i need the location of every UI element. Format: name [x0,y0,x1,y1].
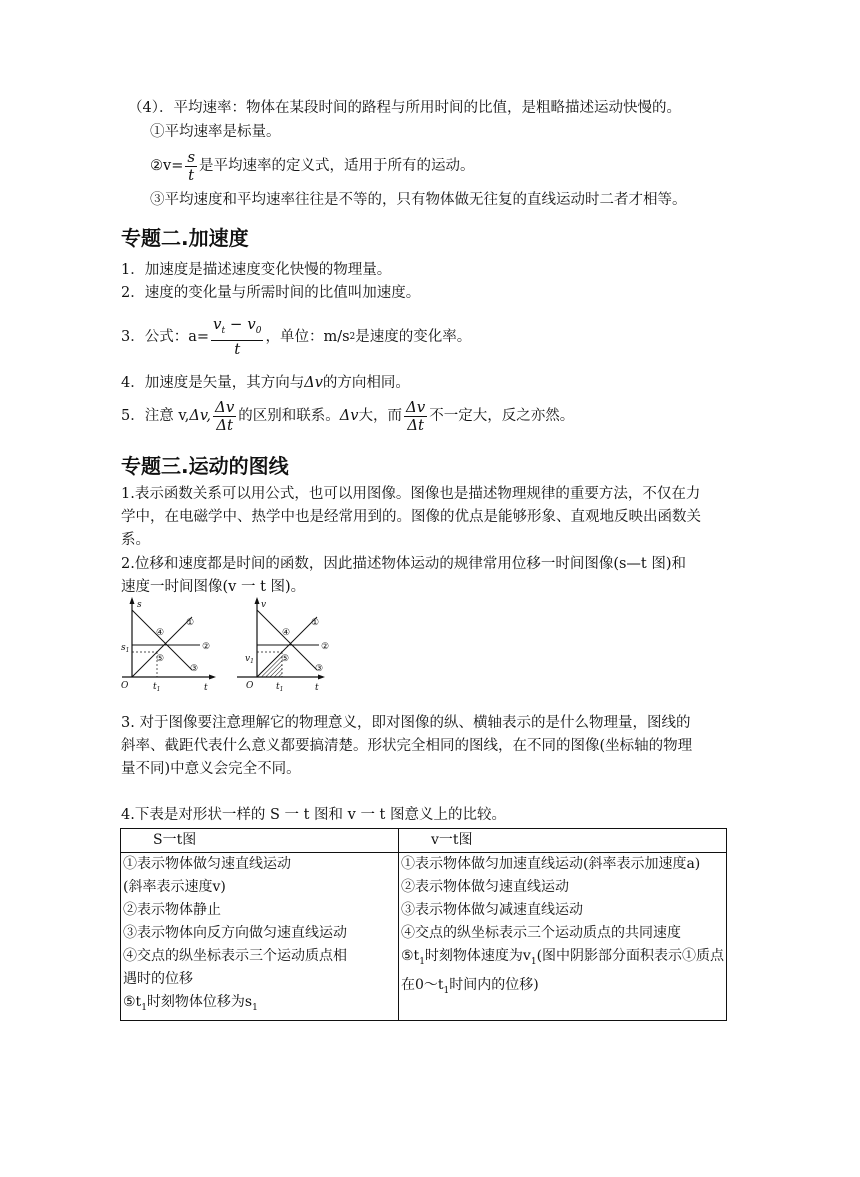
acc-formula-prefix: 3．公式：a= [121,329,210,345]
vt-cell [399,853,727,1021]
s-t-graph [121,597,216,693]
vt-item: ④交点的纵坐标表示三个运动质点的共同速度 [401,925,681,941]
v-axis-label: v [261,600,267,610]
intersection-marker: ④ [156,628,165,638]
table-header-row [121,829,727,853]
v1-label: $v_1$ [245,654,254,665]
fraction-denominator: t [188,165,195,184]
v0-symbol: − v [225,315,256,333]
t1-label: $t_1$ [276,682,284,693]
st-item: (斜率表示速度v) [123,879,226,895]
acc-fraction [211,316,263,358]
vt-item: ②表示物体做匀速直线运动 [401,879,569,895]
st-item: ④交点的纵坐标表示三个运动质点相 [123,948,347,964]
topic2-line1: 1．加速度是描述速度变化快慢的物理量。 [121,262,392,278]
v0-subscript: 0 [255,326,262,336]
header-st: S一t图 [121,829,399,853]
fraction-numerator: s [187,147,196,166]
fraction-denominator: Δt [216,415,234,434]
line5-suffix: 不一定大，反之亦然。 [429,408,575,424]
st-item: ②表示物体静止 [123,902,221,918]
topic3-para2 [121,553,686,599]
topic2-line2: 2．速度的变化量与所需时间的比值叫加速度。 [121,285,421,301]
st-item: ③表示物体向反方向做匀速直线运动 [123,925,347,941]
fraction-numerator: Δv [405,397,426,416]
line2-marker: ② [321,642,330,652]
table-row [121,853,727,1021]
para3-line: 斜率、截距代表什么意义都要搞清楚。形状完全相同的图线，在不同的图像(坐标轴的物理 [121,738,693,754]
avg-speed-title: （4）．平均速率：物体在某段时间的路程与所用时间的比值，是粗略描述运动快慢的。 [128,100,681,116]
avg-speed-item2 [150,146,475,186]
line5-marker: ⑤ [281,654,290,664]
acc-unit: ，单位：m/s [265,329,350,345]
vt-item: $⑤t_1$时刻物体速度为$v_1$(图中阴影部分面积表示①质点 [401,948,725,967]
vt-item: ①表示物体做匀加速直线运动(斜率表示加速度a) [401,856,701,872]
topic2-line5 [121,395,574,437]
s1-label: $s_1$ [121,643,130,654]
line1-marker: ① [311,618,320,628]
topic2-heading: 专题二.加速度 [121,226,249,250]
para3-line: 量不同)中意义会完全不同。 [121,761,301,777]
st-item: ①表示物体做匀速直线运动 [123,856,291,872]
topic3-heading: 专题三.运动的图线 [121,454,289,478]
origin-label: O [121,681,129,691]
dv-dt-fraction [213,399,236,434]
line3-marker: ③ [190,664,199,674]
unit-exponent: 2 [349,332,356,342]
header-vt: v一t图 [399,829,727,853]
t1-label: $t_1$ [153,682,161,693]
topic2-line4 [121,372,410,394]
para1-line: 学中，在电磁学中、热学中也是经常用到的。图像的优点是能够形象、直观地反映出函数关 [121,509,701,525]
para2-line: 2.位移和速度都是时间的函数，因此描述物体运动的规律常用位移一时间图像(s—t 图)和 [121,556,687,572]
topic3-para1 [121,483,701,552]
v-t-graph [237,597,329,693]
st-item: 遇时的位移 [123,971,193,987]
avg-speed-fraction [185,149,197,184]
avg-speed-item1: ①平均速率是标量。 [150,124,281,140]
fraction-denominator: Δt [407,415,425,434]
para2-line: 速度一时间图像(v 一 t 图)。 [121,579,306,595]
avg-speed-formula-prefix: ②v= [150,158,184,174]
intersection-marker: ④ [282,628,291,638]
delta-v-symbol: Δv [339,408,359,424]
line5-mid2: 大，而 [358,408,402,424]
t-axis-label: t [315,683,319,693]
acc-formula-tail: 是速度的变化率。 [355,329,472,345]
s-axis-label: s [137,600,142,610]
dv-dt-fraction [404,399,427,434]
avg-speed-item3: ③平均速度和平均速率往往是不等的，只有物体做无往复的直线运动时二者才相等。 [150,192,687,208]
fraction-numerator: Δv [214,397,235,416]
line2-marker: ② [202,642,211,652]
para1-line: 1.表示函数关系可以用公式，也可以用图像。图像也是描述物理规律的重要方法，不仅在力 [121,486,701,502]
vt-symbol: v [213,315,222,333]
motion-graphs-figure [112,595,347,693]
line1-marker: ① [186,618,195,628]
topic3-para3 [121,712,692,781]
st-item: $⑤t_1$时刻物体位移为$s_1$ [123,994,258,1013]
line3-marker: ③ [315,664,324,674]
comparison-table [120,828,727,1021]
t-axis-label: t [204,683,208,693]
para3-line: 3. 对于图像要注意理解它的物理意义，即对图像的纵、横轴表示的是什么物理量，图线的 [121,715,691,731]
vt-item: ③表示物体做匀减速直线运动 [401,902,583,918]
delta-v-symbol: Δv [304,375,323,391]
line5-prefix: 5．注意 v, [121,408,190,424]
line5-marker: ⑤ [156,654,165,664]
para1-line: 系。 [121,532,150,548]
line4-prefix: 4．加速度是矢量，其方向与 [121,375,305,391]
avg-speed-formula-suffix: 是平均速率的定义式，适用于所有的运动。 [199,158,475,174]
fraction-numerator [211,316,263,341]
origin-label: O [246,681,254,691]
delta-v-symbol: Δv, [189,408,211,424]
st-cell [121,853,399,1021]
vt-item: 在$0\sim t_1$时间内的位移) [401,976,539,996]
line4-suffix: 的方向相同。 [322,375,410,391]
vt-subscript: t [221,326,226,336]
topic3-para4: 4.下表是对形状一样的 S 一 t 图和 v 一 t 图意义上的比较。 [121,807,506,823]
fraction-denominator: t [234,340,241,358]
line5-mid: 的区别和联系。 [238,408,340,424]
topic2-line3 [121,316,471,358]
